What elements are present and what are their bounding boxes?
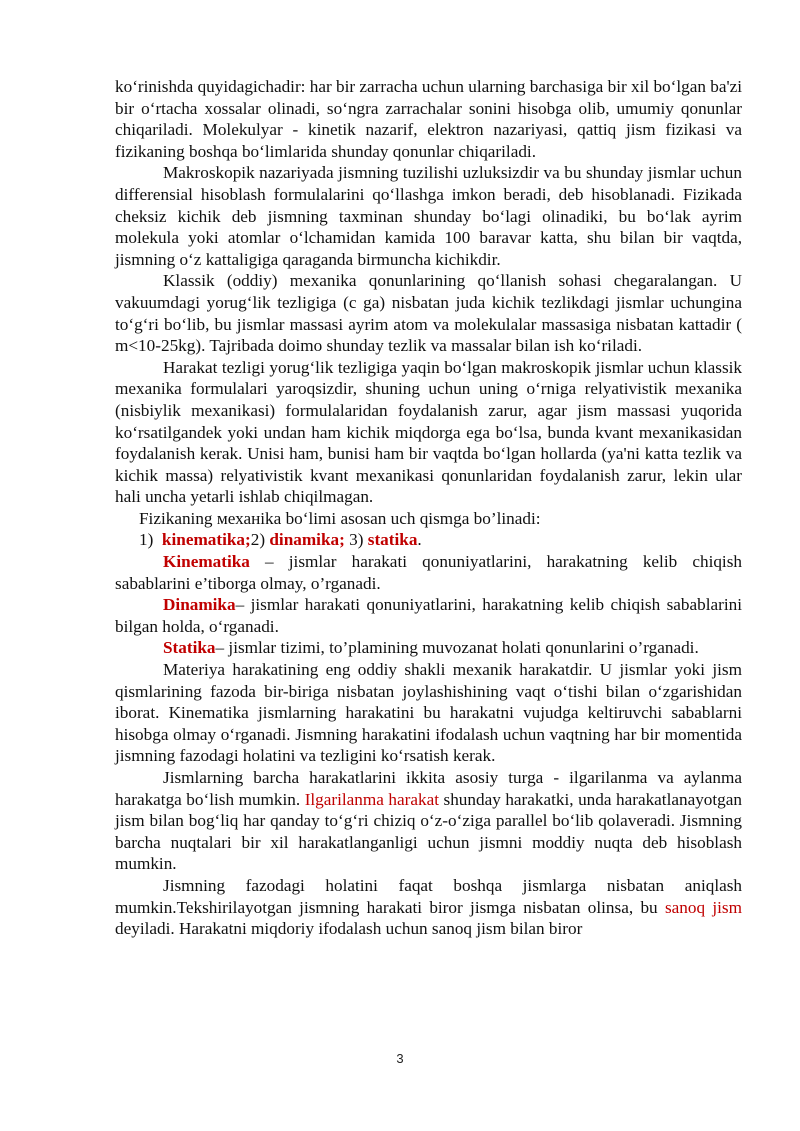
page-number: 3 [396, 1051, 404, 1066]
paragraph-5: Fizikaning механika bo‘limi asosan uch qismga bo’linadi: [139, 508, 541, 528]
list-term-dinamika: dinamika; [269, 530, 345, 550]
sections-list [115, 529, 742, 551]
term-kinematika: Kinematika [163, 552, 250, 572]
paragraph-8-start: Jismning fazodagi holatini faqat boshqa jismlarga nisbatan aniqlash mumkin.Tekshirilayotgan jismning harakati biror jismga nisbatan olinsa, bu [115, 875, 742, 917]
term-sanoq-jism: sanoq jism [664, 897, 742, 917]
list-term-statika: statika [367, 530, 418, 550]
paragraph-3: Klassik (oddiy) mexanika qonunlarining qo‘llanish sohasi chegaralangan. U vakuumdagi yorug‘lik tezligiga (c ga) nisbatan juda kichik tezlikdagi jismlar uchungina to‘g‘ri bo‘lib, bu jismlar massasi ayrim atom va molekulalar massasiga nisbatan kattadir ( m<10-25kg). Tajribada doimo shunday tezlik va massalar bilan ish ko‘riladi. [115, 271, 742, 356]
paragraph-2: Makroskopik nazariyada jismning tuzilishi uzluksizdir va bu shunday jismlar uchun differensial hisoblash formulalarini qo‘llashga imkon beradi, deb hisoblanadi. Fizikada cheksiz kichik deb jismning taxminan shunday bo‘lagi olinadiki, bu bo‘lak ayrim molekula yoki atomlar o‘lchamidan kamida 100 baravar katta, shu bilan bir vaqtda, jismning o‘z kattaligiga qaraganda birmuncha kichikdir. [115, 163, 742, 269]
term-dinamika: Dinamika [163, 595, 236, 615]
definition-statika-text: – jismlar tizimi, to’plamining muvozanat holati qonunlarini o’rganadi. [215, 638, 699, 658]
list-number-2: 2) [250, 530, 266, 550]
paragraph-7-start: Jismlarning barcha harakatlarini ikkita asosiy turga - ilgarilanma va aylanma harakatga bo‘lish mumkin. [115, 768, 742, 809]
paragraph-6: Materiya harakatining eng oddiy shakli mexanik harakatdir. U jismlar yoki jism qismlarining fazoda bir-biriga nisbatan joylashishining vaqt o‘tishi bilan o‘zgarishidan iborat. Kinematika jismlarning harakatini bu harakatni vujudga keltiruvchi sabablarni hisobga olmay o‘rganadi. Jismning harakatini ifodalash uchun vaqtning har bir momentida jismning fazodagi holatini va tezligini ko‘rsatish kerak. [115, 660, 742, 766]
paragraph-4: Harakat tezligi yorug‘lik tezligiga yaqin bo‘lgan makroskopik jismlar uchun klassik mexanika formulalari yaroqsizdir, shuning uchun uning o‘rniga relyativistik mexanika (nisbiylik mexanikasi) formulalaridan foydalanish zarur, agar jism massasi yuqorida ko‘rsatilgandek yoki undan ham kichik miqdorga ega bo‘lsa, bunda kvant mexanikasidan foydalanish kerak. Unisi ham, bunisi ham bir vaqtda bo‘lgan hollarda (ya'ni katta tezlik va kichik massa) relyativistik kvant mexanikasi qonunlaridan foydalanish zarur, lekin ular hali uncha yetarli ishlab chiqilmagan. [115, 357, 742, 507]
paragraph-1: ko‘rinishda quyidagichadir: har bir zarracha uchun ularning barchasiga bir xil bo‘lgan ba'zi bir o‘rtacha xossalar olinadi, so‘ngra zarrachalar sonini hisobga olib, umumiy qonunlar chiqariladi. Molekulyar - kinetik nazarif, elektron nazariyasi, qattiq jism fizikasi va fizikaning boshqa bo‘limlarida shunday qonunlar chiqariladi. [115, 77, 742, 161]
paragraph-7-end: shunday harakatki, unda harakatlanayotgan jism bilan bog‘liq har qanday to‘g‘ri chiziq o‘z-o‘ziga parallel bo‘lib qolaveradi. Jismning barcha nuqtalari bir xil harakatlanganligi uchun jismni moddiy nuqta deb hisoblash mumkin. [115, 789, 742, 874]
definition-dinamika-text: – jismlar harakati qonuniyatlarini, harakatning kelib chiqish sabablarini bilgan holda, o‘rganadi. [115, 595, 742, 636]
list-end: . [417, 530, 422, 550]
paragraph-8 [115, 875, 742, 940]
term-statika: Statika [163, 638, 216, 658]
paragraph-7 [115, 767, 742, 875]
paragraph-8-end: deyiladi. Harakatni miqdoriy ifodalash uchun sanoq jism bilan biror [115, 919, 583, 939]
page-body [115, 76, 742, 940]
definition-statika [115, 637, 742, 659]
definition-kinematika [115, 551, 742, 594]
list-term-kinematika: kinematika; [161, 530, 251, 550]
list-number-1: 1) [139, 530, 154, 550]
term-ilgarilanma-harakat: Ilgarilanma harakat [304, 789, 439, 809]
definition-dinamika [115, 594, 742, 637]
definition-kinematika-text: – jismlar harakati qonuniyatlarini, harakatning kelib chiqish sabablarini e’tiborga olmay, o’rganadi. [115, 552, 742, 593]
list-number-3: 3) [349, 530, 364, 550]
